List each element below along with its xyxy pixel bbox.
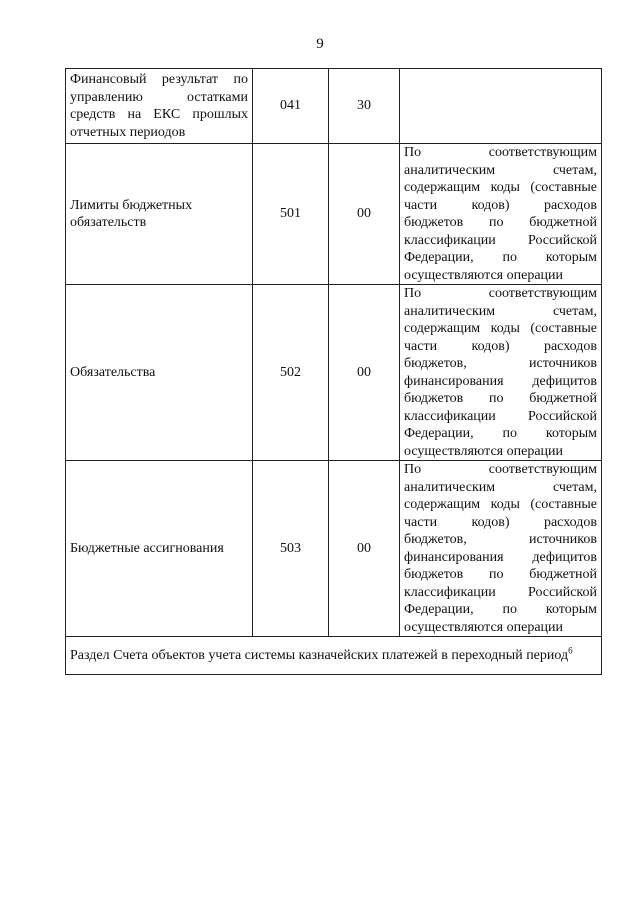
table-row <box>66 461 602 637</box>
row-name: Бюджетные ассигнования <box>66 461 253 637</box>
footnote-marker: 6 <box>568 645 573 656</box>
accounts-table <box>65 68 602 675</box>
row-name: Финансовый результат по управлению остатками средств на ЕКС прошлых отчетных периодов <box>66 69 253 144</box>
row-subcode: 00 <box>329 144 400 285</box>
row-description: По соответствующим аналитическим счетам, содержащим коды (составные части кодов) расходов бюджетов по бюджетной классификации Российской Федерации, по которым осуществляются операции <box>400 144 602 285</box>
section-row <box>66 637 602 675</box>
row-subcode: 30 <box>329 69 400 144</box>
row-code: 503 <box>253 461 329 637</box>
row-subcode: 00 <box>329 461 400 637</box>
row-code: 041 <box>253 69 329 144</box>
row-description: По соответствующим аналитическим счетам, содержащим коды (составные части кодов) расходов бюджетов, источников финансирования дефицитов бюджетов по бюджетной классификации Российской Федерации, по которым осуществляются операции <box>400 285 602 461</box>
row-name: Обязательства <box>66 285 253 461</box>
table-row <box>66 285 602 461</box>
row-subcode: 00 <box>329 285 400 461</box>
row-description: По соответствующим аналитическим счетам, содержащим коды (составные части кодов) расходов бюджетов, источников финансирования дефицитов бюджетов по бюджетной классификации Российской Федерации, по которым осуществляются операции <box>400 461 602 637</box>
row-name: Лимиты бюджетных обязательств <box>66 144 253 285</box>
section-title-cell <box>66 637 602 675</box>
section-title: Раздел Счета объектов учета системы казначейских платежей в переходный период <box>70 647 569 663</box>
row-code: 502 <box>253 285 329 461</box>
row-description <box>400 69 602 144</box>
page-number: 9 <box>316 36 324 52</box>
table-row <box>66 69 602 144</box>
table-row <box>66 144 602 285</box>
row-code: 501 <box>253 144 329 285</box>
